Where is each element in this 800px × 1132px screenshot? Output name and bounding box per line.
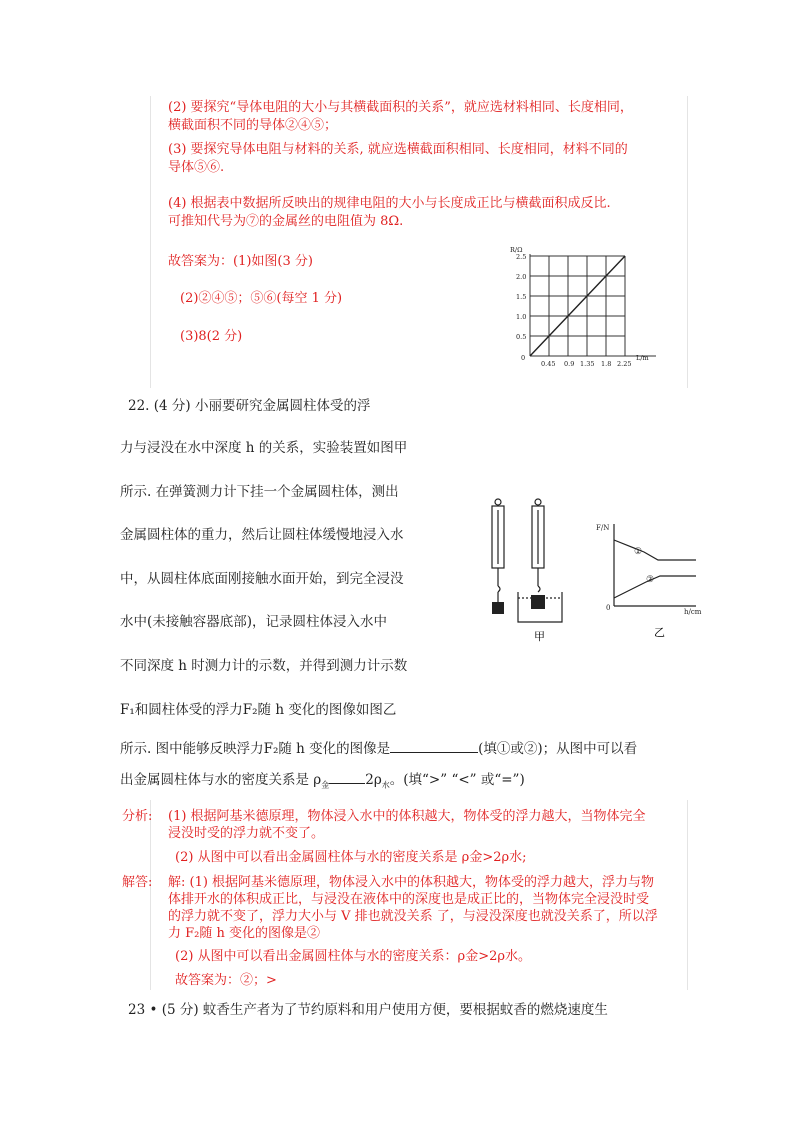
graph2-origin: 0 xyxy=(606,604,611,612)
q22-line-9 xyxy=(120,737,637,757)
curve-1-label: ① xyxy=(634,547,643,557)
graph1-xtick: 1.8 xyxy=(601,360,612,368)
graph1-xtick: 1.35 xyxy=(580,360,595,368)
graph2-xlabel: h/cm xyxy=(684,608,702,616)
graph1-origin: 0 xyxy=(521,354,526,362)
solution-line-1: 解: (1) 根据阿基米德原理，物体浸入水中的体积越大，物体受的浮力越大，浮力与物 xyxy=(168,875,655,890)
q22-line-5: 中，从圆柱体底面刚接触水面开始，到完全浸没 xyxy=(120,571,404,587)
q22-line-10-start: 出金属圆柱体与水的密度关系是 ρ xyxy=(120,772,322,788)
q22-line-9-end: (填①或②)；从图中可以看 xyxy=(478,741,638,757)
rho-subscript-water: 水 xyxy=(381,780,390,790)
solution-answer: 故答案为：②；> xyxy=(175,973,277,988)
sol21-answer-2: (2)②④⑤；⑤⑥(每空 1 分) xyxy=(180,291,343,306)
sol21-answer-1: 故答案为：(1)如图(3 分) xyxy=(168,254,313,269)
analysis-line-3: (2) 从图中可以看出金属圆柱体与水的密度关系是 ρ金>2ρ水; xyxy=(175,850,527,865)
graph1-ytick: 1.0 xyxy=(516,313,527,321)
answer-blank-2[interactable] xyxy=(329,770,365,784)
sol21-line-2: 横截面积不同的导体②④⑤； xyxy=(168,118,338,133)
q22-line-7: 不同深度 h 时测力计的示数，并得到测力计示数 xyxy=(120,658,408,674)
graph2-ylabel: F/N xyxy=(596,524,610,532)
q22-line-6: 水中(未接触容器底部)，记录圆柱体浸入水中 xyxy=(120,614,388,630)
graph1-ytick: 1.5 xyxy=(516,293,527,301)
q22-line-4: 金属圆柱体的重力，然后让圆柱体缓慢地浸入水 xyxy=(120,527,404,543)
solution-line-3: 的浮力就不变了，浮力大小与 V 排也就没关系 了，与浸没深度也就没关系了，所以浮 xyxy=(168,909,658,924)
figure-label-yi: 乙 xyxy=(654,626,665,639)
graph1-xtick: 0.9 xyxy=(564,360,575,368)
graph1-ytick: 2.0 xyxy=(516,273,527,281)
graph1-ytick: 0.5 xyxy=(516,333,527,341)
rho-subscript-gold: 金 xyxy=(321,780,330,790)
graph1-xtick: 0.45 xyxy=(541,360,556,368)
graph1-ytick: 2.5 xyxy=(516,253,527,261)
q22-line-1: 22. (4 分) 小丽要研究金属圆柱体受的浮 xyxy=(128,398,371,414)
sol21-line-5: (4) 根据表中数据所反映出的规律电阻的大小与长度成正比与横截面积成反比. xyxy=(168,196,611,211)
sol21-line-4: 导体⑤⑥. xyxy=(168,160,225,175)
q23-line-1: 23 • (5 分) 蚊香生产者为了节约原料和用户使用方便，要根据蚊香的燃烧速度生 xyxy=(128,1002,608,1018)
sol21-answer-3: (3)8(2 分) xyxy=(180,329,243,344)
cylinder-2 xyxy=(531,595,545,609)
analysis-line-2: 浸没时受的浮力就不变了。 xyxy=(168,826,325,841)
solution-line-5: (2) 从图中可以看出金属圆柱体与水的密度关系：ρ金>2ρ水。 xyxy=(175,949,531,964)
answer-blank-1[interactable] xyxy=(390,739,478,753)
resistance-length-graph xyxy=(508,244,660,370)
q22-line-9-start: 所示. 图中能够反映浮力F₂随 h 变化的图像是 xyxy=(120,741,391,757)
graph1-xlabel: L/m xyxy=(636,354,649,362)
sol21-line-1: (2) 要探究“导体电阻的大小与其横截面积的关系”，就应选材料相同、长度相同， xyxy=(168,100,633,115)
graph1-data-line xyxy=(530,256,625,356)
graph1-xtick: 2.25 xyxy=(617,360,632,368)
analysis-line-1: (1) 根据阿基米德原理，物体浸入水中的体积越大，物体受的浮力越大，当物体完全 xyxy=(168,809,646,824)
q22-line-10-end: 。(填“>” “<” 或“=”) xyxy=(389,772,525,788)
sol21-line-3: (3) 要探究导体电阻与材料的关系, 就应选横截面积相同、长度相同，材料不同的 xyxy=(168,142,628,157)
sol21-line-6: 可推知代号为⑦的金属丝的电阻值为 8Ω. xyxy=(168,214,404,229)
solution-line-4: 力 F₂随 h 变化的图像是② xyxy=(168,926,321,941)
solution-label: 解答: xyxy=(122,875,153,890)
figure-label-jia: 甲 xyxy=(534,630,545,643)
buoyancy-figure xyxy=(484,486,718,646)
analysis-label: 分析: xyxy=(122,809,153,824)
q22-line-3: 所示. 在弹簧测力计下挂一个金属圆柱体，测出 xyxy=(120,484,399,500)
q22-line-2: 力与浸没在水中深度 h 的关系，实验装置如图甲 xyxy=(120,440,408,456)
q22-line-10 xyxy=(120,768,525,791)
q22-line-8: F₁和圆柱体受的浮力F₂随 h 变化的图像如图乙 xyxy=(120,702,397,718)
cylinder-1 xyxy=(492,602,504,614)
q22-line-10-mid: 2ρ xyxy=(365,772,382,788)
curve-2-label: ② xyxy=(646,575,655,585)
solution-line-2: 体排开水的体积成正比，与浸没在液体中的深度也是成正比的，当物体完全浸没时受 xyxy=(168,892,650,907)
graph1-ylabel: R/Ω xyxy=(510,246,523,254)
